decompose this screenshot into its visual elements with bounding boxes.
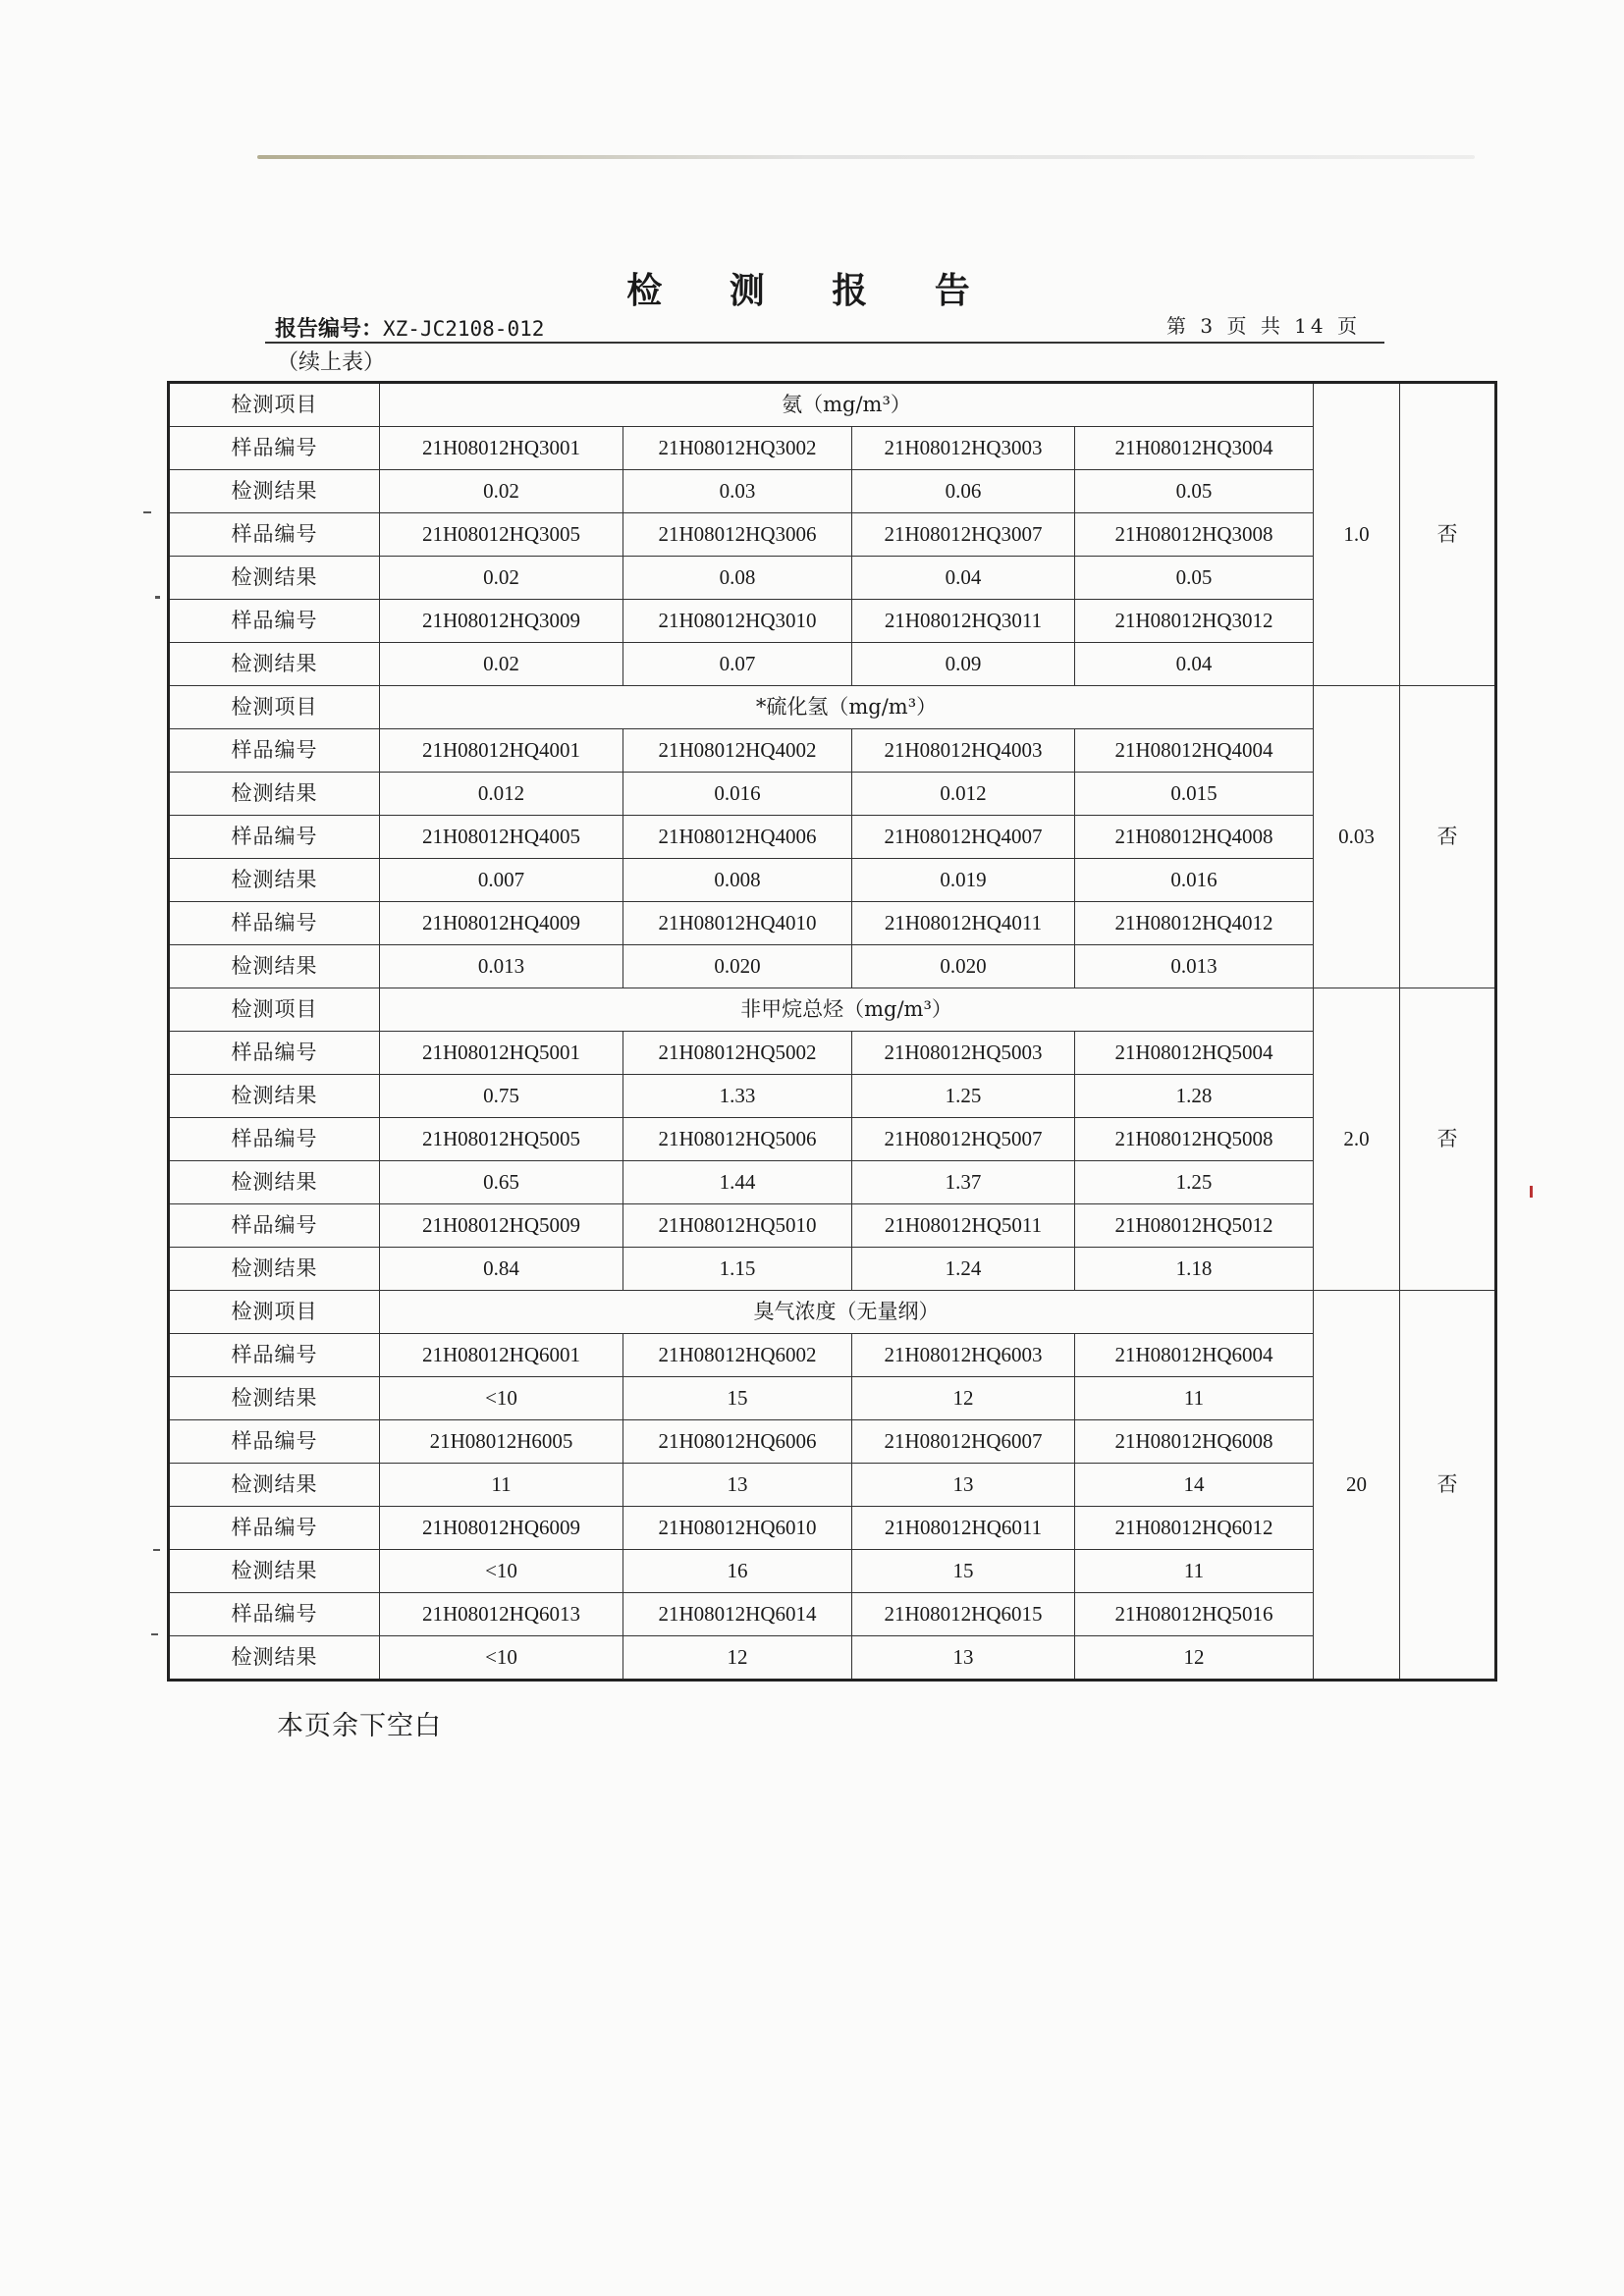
result-value: 1.25 (1075, 1161, 1314, 1204)
item-label: 检测项目 (169, 988, 380, 1032)
result-value: 12 (1075, 1636, 1314, 1681)
item-label: 检测项目 (169, 686, 380, 729)
exceedance-verdict: 否 (1400, 1291, 1496, 1681)
sample-code: 21H08012HQ5012 (1075, 1204, 1314, 1248)
sample-no-label: 样品编号 (169, 1420, 380, 1464)
result-value: 15 (852, 1550, 1075, 1593)
result-row (169, 557, 1496, 600)
exceedance-verdict: 否 (1400, 686, 1496, 988)
result-value: 1.33 (623, 1075, 852, 1118)
sample-no-label: 样品编号 (169, 427, 380, 470)
result-label: 检测结果 (169, 557, 380, 600)
sample-code: 21H08012HQ5006 (623, 1118, 852, 1161)
result-label: 检测结果 (169, 1550, 380, 1593)
sample-code: 21H08012HQ6008 (1075, 1420, 1314, 1464)
result-value: 0.019 (852, 859, 1075, 902)
sample-code: 21H08012HQ6006 (623, 1420, 852, 1464)
sample-row (169, 513, 1496, 557)
result-row (169, 859, 1496, 902)
result-value: 12 (852, 1377, 1075, 1420)
result-value: 11 (1075, 1550, 1314, 1593)
result-value: 16 (623, 1550, 852, 1593)
result-value: 13 (852, 1636, 1075, 1681)
result-value: <10 (380, 1550, 623, 1593)
sample-row (169, 816, 1496, 859)
sample-row (169, 1204, 1496, 1248)
result-row (169, 1464, 1496, 1507)
sample-no-label: 样品编号 (169, 1204, 380, 1248)
result-value: 0.015 (1075, 773, 1314, 816)
result-value: 0.013 (1075, 945, 1314, 988)
scan-speck (1530, 1186, 1533, 1198)
sample-row (169, 600, 1496, 643)
result-value: 0.012 (852, 773, 1075, 816)
scan-speck (151, 1633, 158, 1635)
report-number-value: XZ-JC2108-012 (383, 317, 545, 341)
header-rule (265, 342, 1384, 344)
test-item-name: 氨（mg/m³） (380, 383, 1314, 427)
sample-code: 21H08012HQ6003 (852, 1334, 1075, 1377)
sample-code: 21H08012HQ4012 (1075, 902, 1314, 945)
scan-artifact-line (257, 155, 1475, 159)
result-value: 0.84 (380, 1248, 623, 1291)
result-value: 11 (1075, 1377, 1314, 1420)
sample-code: 21H08012HQ4002 (623, 729, 852, 773)
sample-code: 21H08012HQ6013 (380, 1593, 623, 1636)
result-value: 0.007 (380, 859, 623, 902)
result-label: 检测结果 (169, 643, 380, 686)
sample-no-label: 样品编号 (169, 902, 380, 945)
limit-value: 0.03 (1314, 686, 1400, 988)
sample-no-label: 样品编号 (169, 729, 380, 773)
sample-code: 21H08012HQ5010 (623, 1204, 852, 1248)
sample-no-label: 样品编号 (169, 1334, 380, 1377)
sample-code: 21H08012HQ4006 (623, 816, 852, 859)
item-row (169, 383, 1496, 427)
sample-row (169, 729, 1496, 773)
result-value: 0.04 (1075, 643, 1314, 686)
result-value: 1.28 (1075, 1075, 1314, 1118)
sample-code: 21H08012HQ5001 (380, 1032, 623, 1075)
sample-code: 21H08012HQ6015 (852, 1593, 1075, 1636)
sample-code: 21H08012HQ6007 (852, 1420, 1075, 1464)
sample-code: 21H08012HQ4010 (623, 902, 852, 945)
sample-row (169, 1593, 1496, 1636)
result-value: 11 (380, 1464, 623, 1507)
result-value: 14 (1075, 1464, 1314, 1507)
sample-code: 21H08012HQ4007 (852, 816, 1075, 859)
page-end-note: 本页余下空白 (277, 1711, 442, 1741)
result-value: 0.08 (623, 557, 852, 600)
result-row (169, 1075, 1496, 1118)
sample-code: 21H08012HQ5008 (1075, 1118, 1314, 1161)
sample-code: 21H08012HQ3008 (1075, 513, 1314, 557)
sample-code: 21H08012HQ5003 (852, 1032, 1075, 1075)
sample-code: 21H08012HQ5011 (852, 1204, 1075, 1248)
sample-code: 21H08012HQ6002 (623, 1334, 852, 1377)
result-value: <10 (380, 1636, 623, 1681)
result-value: 0.013 (380, 945, 623, 988)
result-row (169, 1550, 1496, 1593)
item-row (169, 1291, 1496, 1334)
item-label: 检测项目 (169, 383, 380, 427)
result-row (169, 773, 1496, 816)
sample-no-label: 样品编号 (169, 1032, 380, 1075)
sample-code: 21H08012HQ5005 (380, 1118, 623, 1161)
sample-code: 21H08012HQ4008 (1075, 816, 1314, 859)
sample-row (169, 1118, 1496, 1161)
sample-code: 21H08012HQ3012 (1075, 600, 1314, 643)
sample-no-label: 样品编号 (169, 1507, 380, 1550)
result-value: 0.06 (852, 470, 1075, 513)
sample-code: 21H08012HQ3003 (852, 427, 1075, 470)
result-value: 0.03 (623, 470, 852, 513)
sample-code: 21H08012HQ3006 (623, 513, 852, 557)
sample-code: 21H08012HQ3004 (1075, 427, 1314, 470)
sample-row (169, 902, 1496, 945)
result-value: 0.02 (380, 470, 623, 513)
result-value: 13 (852, 1464, 1075, 1507)
result-label: 检测结果 (169, 1075, 380, 1118)
sample-code: 21H08012HQ4004 (1075, 729, 1314, 773)
test-item-name: 非甲烷总烃（mg/m³） (380, 988, 1314, 1032)
result-value: 15 (623, 1377, 852, 1420)
result-label: 检测结果 (169, 1636, 380, 1681)
sample-code: 21H08012HQ5002 (623, 1032, 852, 1075)
result-value: 0.02 (380, 557, 623, 600)
sample-code: 21H08012HQ6011 (852, 1507, 1075, 1550)
result-row (169, 470, 1496, 513)
sample-code: 21H08012HQ5004 (1075, 1032, 1314, 1075)
sample-no-label: 样品编号 (169, 513, 380, 557)
sample-no-label: 样品编号 (169, 600, 380, 643)
sample-row (169, 427, 1496, 470)
result-label: 检测结果 (169, 945, 380, 988)
sample-code: 21H08012HQ3007 (852, 513, 1075, 557)
report-number (275, 312, 544, 343)
result-row (169, 1636, 1496, 1681)
result-value: 0.020 (623, 945, 852, 988)
result-row (169, 1377, 1496, 1420)
scan-speck (155, 596, 160, 599)
limit-value: 20 (1314, 1291, 1400, 1681)
sample-code: 21H08012HQ6010 (623, 1507, 852, 1550)
report-title: 检 测 报 告 (626, 270, 998, 311)
test-item-name: 臭气浓度（无量纲） (380, 1291, 1314, 1334)
sample-row (169, 1507, 1496, 1550)
result-value: 0.04 (852, 557, 1075, 600)
result-value: 1.44 (623, 1161, 852, 1204)
result-value: 1.25 (852, 1075, 1075, 1118)
sample-code: 21H08012HQ5016 (1075, 1593, 1314, 1636)
sample-no-label: 样品编号 (169, 816, 380, 859)
sample-code: 21H08012HQ3010 (623, 600, 852, 643)
sample-code: 21H08012HQ5009 (380, 1204, 623, 1248)
result-value: 13 (623, 1464, 852, 1507)
sample-code: 21H08012HQ6004 (1075, 1334, 1314, 1377)
result-value: 1.18 (1075, 1248, 1314, 1291)
sample-row (169, 1420, 1496, 1464)
item-row (169, 686, 1496, 729)
result-value: 1.24 (852, 1248, 1075, 1291)
sample-code: 21H08012HQ4009 (380, 902, 623, 945)
result-value: 1.15 (623, 1248, 852, 1291)
result-value: 12 (623, 1636, 852, 1681)
result-value: 0.09 (852, 643, 1075, 686)
results-table (167, 381, 1497, 1682)
result-value: 1.37 (852, 1161, 1075, 1204)
result-value: 0.016 (1075, 859, 1314, 902)
result-value: 0.75 (380, 1075, 623, 1118)
sample-code: 21H08012HQ5007 (852, 1118, 1075, 1161)
result-value: 0.07 (623, 643, 852, 686)
sample-code: 21H08012HQ3011 (852, 600, 1075, 643)
sample-code: 21H08012HQ4001 (380, 729, 623, 773)
result-label: 检测结果 (169, 470, 380, 513)
test-item-name: *硫化氢（mg/m³） (380, 686, 1314, 729)
sample-code: 21H08012HQ3001 (380, 427, 623, 470)
item-row (169, 988, 1496, 1032)
result-row (169, 945, 1496, 988)
result-value: <10 (380, 1377, 623, 1420)
sample-code: 21H08012HQ4005 (380, 816, 623, 859)
result-row (169, 1161, 1496, 1204)
result-label: 检测结果 (169, 1377, 380, 1420)
sample-code: 21H08012HQ4003 (852, 729, 1075, 773)
result-row (169, 643, 1496, 686)
result-label: 检测结果 (169, 1161, 380, 1204)
limit-value: 1.0 (1314, 383, 1400, 686)
sample-code: 21H08012HQ6009 (380, 1507, 623, 1550)
result-value: 0.020 (852, 945, 1075, 988)
page-indicator: 第 3 页 共 14 页 (1166, 314, 1361, 338)
result-value: 0.05 (1075, 470, 1314, 513)
result-value: 0.02 (380, 643, 623, 686)
scan-speck (153, 1549, 160, 1551)
exceedance-verdict: 否 (1400, 988, 1496, 1291)
sample-no-label: 样品编号 (169, 1593, 380, 1636)
sample-code: 21H08012HQ6014 (623, 1593, 852, 1636)
result-label: 检测结果 (169, 773, 380, 816)
result-value: 0.012 (380, 773, 623, 816)
result-value: 0.016 (623, 773, 852, 816)
limit-value: 2.0 (1314, 988, 1400, 1291)
sample-code: 21H08012HQ6012 (1075, 1507, 1314, 1550)
result-value: 0.65 (380, 1161, 623, 1204)
sample-code: 21H08012HQ3005 (380, 513, 623, 557)
sample-code: 21H08012HQ3009 (380, 600, 623, 643)
sample-code: 21H08012HQ6001 (380, 1334, 623, 1377)
result-label: 检测结果 (169, 859, 380, 902)
scan-speck (143, 511, 151, 513)
sample-no-label: 样品编号 (169, 1118, 380, 1161)
item-label: 检测项目 (169, 1291, 380, 1334)
sample-code: 21H08012H6005 (380, 1420, 623, 1464)
sample-code: 21H08012HQ4011 (852, 902, 1075, 945)
sample-row (169, 1032, 1496, 1075)
sample-code: 21H08012HQ3002 (623, 427, 852, 470)
result-value: 0.05 (1075, 557, 1314, 600)
continued-note: （续上表） (277, 350, 386, 375)
exceedance-verdict: 否 (1400, 383, 1496, 686)
result-value: 0.008 (623, 859, 852, 902)
sample-row (169, 1334, 1496, 1377)
report-number-label: 报告编号： (275, 316, 384, 342)
result-label: 检测结果 (169, 1248, 380, 1291)
result-row (169, 1248, 1496, 1291)
result-label: 检测结果 (169, 1464, 380, 1507)
